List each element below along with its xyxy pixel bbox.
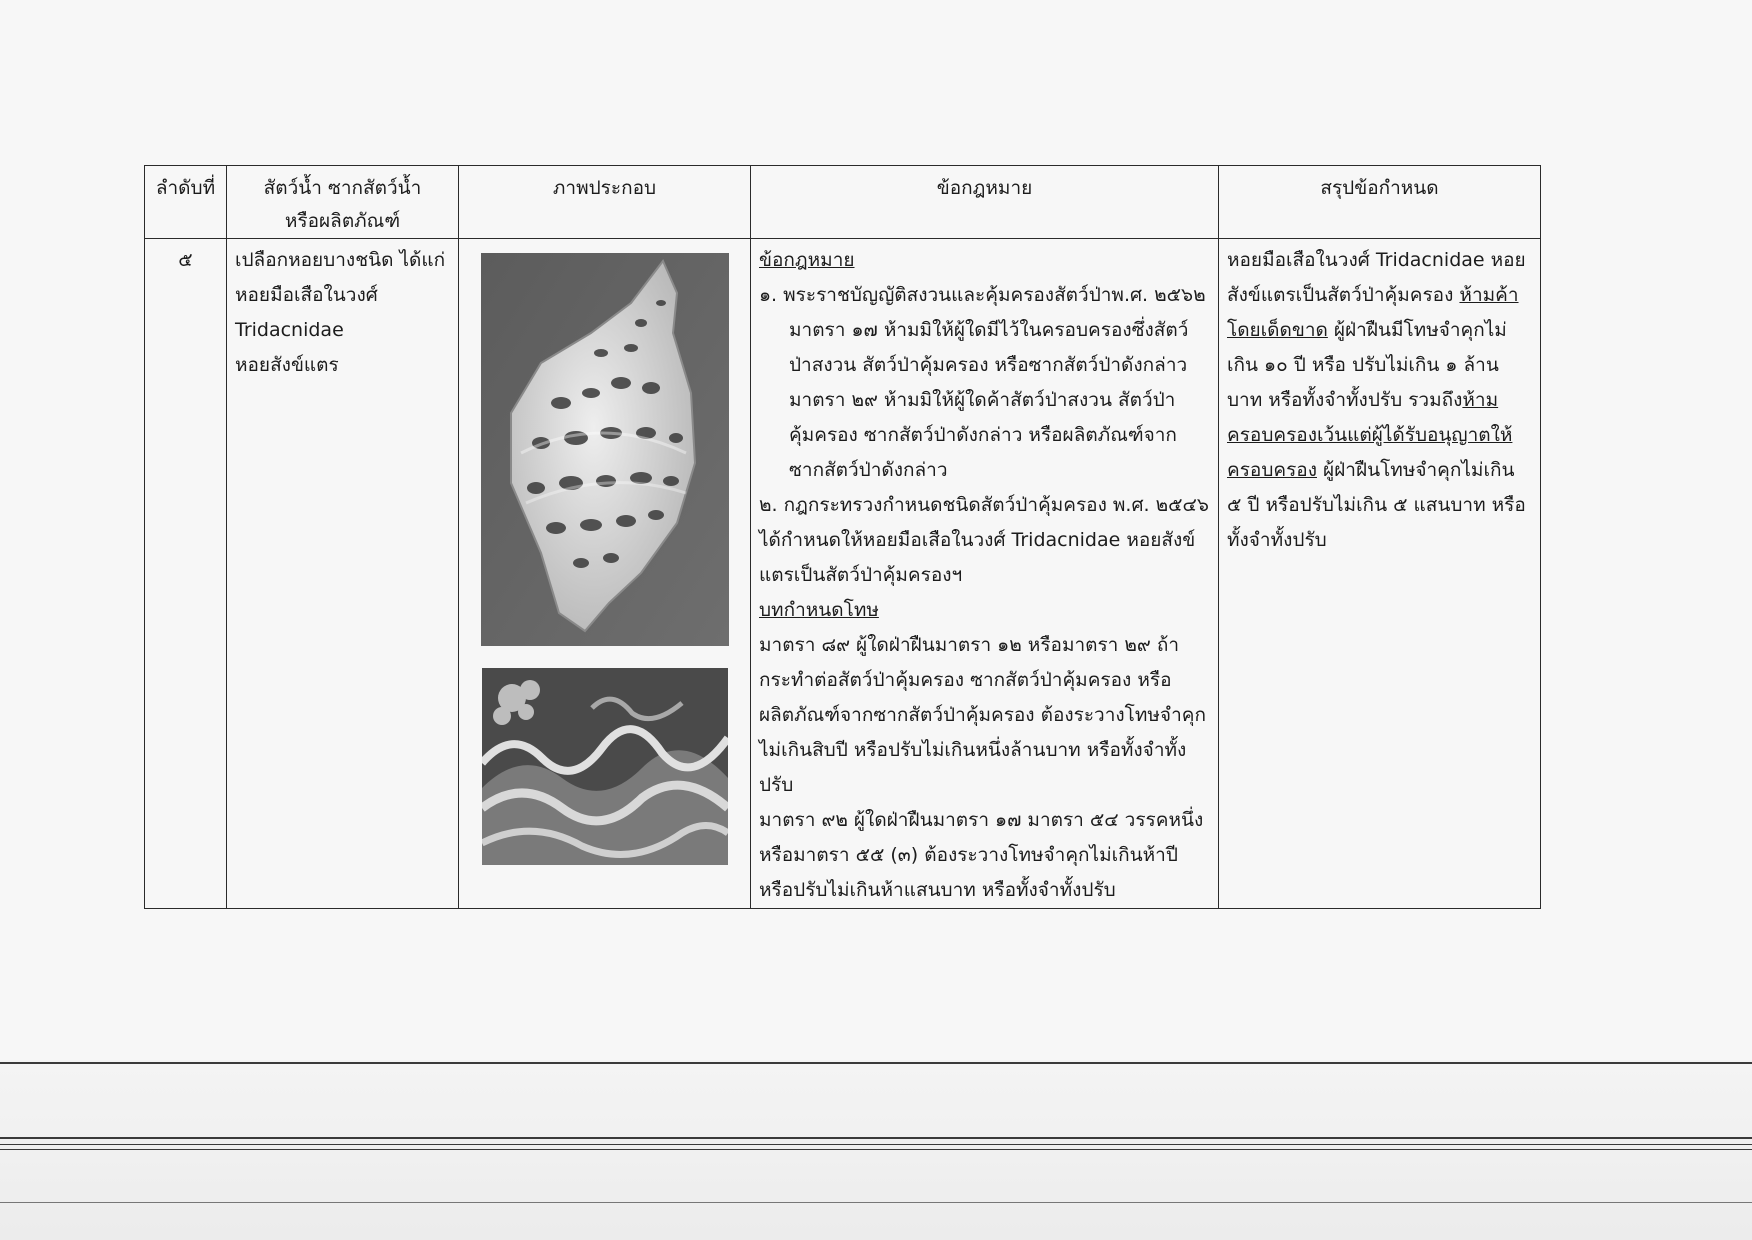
- penalty-heading: บทกำหนดโทษ: [759, 599, 879, 621]
- scan-edge-line: [0, 1149, 1752, 1150]
- scan-edge-line: [0, 1062, 1752, 1064]
- page-bottom-shadow: [0, 1060, 1752, 1240]
- law-heading: ข้อกฎหมาย: [759, 249, 855, 271]
- giant-clam-photo: [482, 668, 728, 865]
- table-row: [145, 239, 1541, 909]
- header-illustration: ภาพประกอบ: [459, 166, 751, 239]
- order-cell: ๕: [145, 239, 227, 909]
- table-header-row: [145, 166, 1541, 239]
- scan-edge-line: [0, 1202, 1752, 1203]
- summary-cell: หอยมือเสือในวงศ์ Tridacnidae หอยสังข์แตรเป็นสัตว์ป่าคุ้มครอง ห้ามค้าโดยเด็ดขาด ผู้ฝ่าฝืนมีโทษจำคุกไม่เกิน ๑๐ ปี หรือ ปรับไม่เกิน ๑ ล้านบาท หรือทั้งจำทั้งปรับ รวมถึงห้ามครอบครองเว้นแต่ผู้ได้รับอนุญาตให้ครอบครอง ผู้ฝ่าฝืนโทษจำคุกไม่เกิน ๕ ปี หรือปรับไม่เกิน ๕ แสนบาท หรือทั้งจำทั้งปรับ: [1219, 239, 1541, 909]
- header-animal: สัตว์น้ำ ซากสัตว์น้ำ หรือผลิตภัณฑ์: [227, 166, 459, 239]
- regulation-table: [144, 165, 1541, 909]
- triton-shell-photo: [481, 253, 729, 646]
- law-cell: ข้อกฎหมาย ๑. พระราชบัญญัติสงวนและคุ้มครองสัตว์ป่าพ.ศ. ๒๕๖๒ มาตรา ๑๗ ห้ามมิให้ผู้ใดมีไว้ในครอบครองซึ่งสัตว์ป่าสงวน สัตว์ป่าคุ้มครอง หรือซากสัตว์ป่าดังกล่าว มาตรา ๒๙ ห้ามมิให้ผู้ใดค้าสัตว์ป่าสงวน สัตว์ป่าคุ้มครอง ซากสัตว์ป่าดังกล่าว หรือผลิตภัณฑ์จากซากสัตว์ป่าดังกล่าว ๒. กฎกระทรวงกำหนดชนิดสัตว์ป่าคุ้มครอง พ.ศ. ๒๕๔๖ ได้กำหนดให้หอยมือเสือในวงศ์ Tridacnidae หอยสังข์แตรเป็นสัตว์ป่าคุ้มครองฯ บทกำหนดโทษ มาตรา ๘๙ ผู้ใดฝ่าฝืนมาตรา ๑๒ หรือมาตรา ๒๙ ถ้ากระทำต่อสัตว์ป่าคุ้มครอง ซากสัตว์ป่าคุ้มครอง หรือผลิตภัณฑ์จากซากสัตว์ป่าคุ้มครอง ต้องระวางโทษจำคุกไม่เกินสิบปี หรือปรับไม่เกินหนึ่งล้านบาท หรือทั้งจำทั้งปรับ มาตรา ๙๒ ผู้ใดฝ่าฝืนมาตรา ๑๗ มาตรา ๕๔ วรรคหนึ่ง หรือมาตรา ๕๕ (๓) ต้องระวางโทษจำคุกไม่เกินห้าปี หรือปรับไม่เกินห้าแสนบาท หรือทั้งจำทั้งปรับ: [751, 239, 1219, 909]
- scan-edge-line: [0, 1137, 1752, 1139]
- header-summary: สรุปข้อกำหนด: [1219, 166, 1541, 239]
- header-order: ลำดับที่: [145, 166, 227, 239]
- header-law: ข้อกฎหมาย: [751, 166, 1219, 239]
- animal-cell: เปลือกหอยบางชนิด ได้แก่ หอยมือเสือในวงศ์ Tridacnidae หอยสังข์แตร: [227, 239, 459, 909]
- scan-edge-line: [0, 1144, 1752, 1145]
- illustration-cell: [459, 239, 751, 909]
